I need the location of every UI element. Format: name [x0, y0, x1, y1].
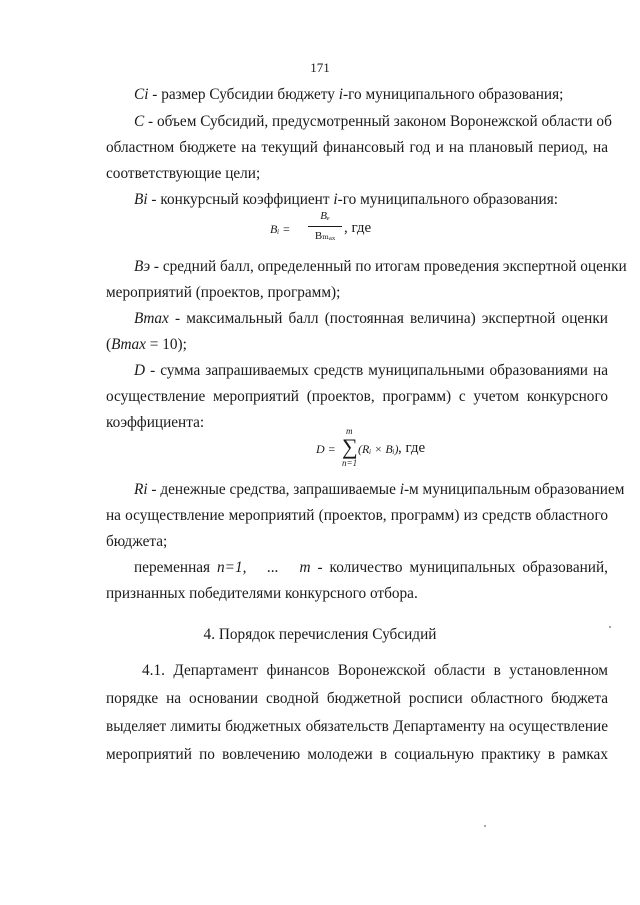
ri-text: - денежные средства, запрашиваемые: [147, 481, 400, 498]
var-definition-line1: [134, 559, 608, 577]
scan-speck: [484, 825, 486, 827]
formula-d-tail: , где: [398, 440, 426, 456]
para-4-1-line4: мероприятий по вовлечению молодежи в социальную практику в рамках: [106, 746, 608, 763]
fraction-bar: [308, 226, 342, 227]
bmax-open-paren: (: [106, 336, 112, 353]
section-title: 4. Порядок перечисления Субсидий: [203, 626, 437, 643]
var-text-b: - количество муниципальных образований,: [310, 559, 608, 576]
para-4-1-line1: 4.1. Департамент финансов Воронежской области в установленном: [142, 662, 608, 679]
bmax-symbol-2: Bmax: [111, 336, 146, 353]
formula-d: [316, 426, 456, 472]
formula-bi: [270, 210, 430, 250]
ri-index: i: [399, 481, 404, 498]
para-4-1-line2: порядке на основании сводной бюджетной росписи областного бюджета: [106, 690, 608, 707]
be-definition-line1: [134, 258, 627, 276]
c-text: - объем Субсидий, предусмотренный законом Воронежской области об: [144, 113, 612, 130]
bi-index: i: [333, 191, 338, 208]
ri-definition-line1: [134, 481, 625, 499]
formula-d-body: (Rᵢ × Bᵢ): [358, 442, 399, 456]
c-definition-line1: [134, 113, 612, 131]
d-definition-line3: коэффициента:: [106, 414, 205, 431]
formula-bi-denominator: Bₘₐₓ: [314, 230, 336, 242]
sum-lower-limit: n=1: [342, 458, 358, 468]
ci-index: i: [338, 86, 343, 103]
d-symbol: D: [134, 362, 146, 379]
sigma-symbol: ∑: [342, 434, 358, 459]
bmax-definition-line1: [134, 310, 608, 328]
var-range: n=1, ... m: [217, 559, 311, 576]
c-definition-line2: областном бюджете на текущий финансовый год и на плановый период, на: [106, 139, 608, 156]
sum-upper-limit: m: [346, 426, 353, 436]
ri-symbol: Ri: [134, 481, 148, 498]
d-definition-line2: осуществление мероприятий (проектов, программ) с учетом конкурсного: [106, 388, 608, 405]
ri-definition-line2: на осуществление мероприятий (проектов, программ) из средств областного: [106, 507, 608, 524]
para-4-1-line3: выделяет лимиты бюджетных обязательств Департаменту на осуществление: [106, 718, 608, 735]
ci-symbol: Ci: [134, 86, 149, 103]
var-text-a: переменная: [134, 559, 218, 576]
bmax-definition-line2: [106, 336, 608, 354]
c-definition-line3: соответствующие цели;: [106, 165, 261, 182]
d-text: - сумма запрашиваемых средств муниципальными образованиями на: [145, 362, 608, 379]
bi-symbol: Bi: [134, 191, 148, 208]
be-symbol: Вэ: [134, 258, 151, 275]
ri-definition-line3: бюджета;: [106, 533, 168, 550]
formula-bi-tail: , где: [344, 220, 372, 236]
d-definition-line1: [134, 362, 608, 380]
be-text: - средний балл, определенный по итогам проведения экспертной оценки: [150, 258, 627, 275]
c-symbol: C: [134, 113, 145, 130]
bi-text: - конкурсный коэффициент: [147, 191, 334, 208]
formula-d-lhs: D =: [316, 442, 336, 456]
bmax-text: - максимальный балл (постоянная величина) экспертной оценки: [168, 310, 608, 327]
be-definition-line2: мероприятий (проектов, программ);: [106, 284, 341, 301]
ci-text: - размер Субсидии бюджету: [148, 86, 339, 103]
bmax-symbol: Bmax: [134, 310, 169, 327]
formula-bi-lhs: Bᵢ =: [270, 222, 291, 236]
bi-rest: -го муниципального образования:: [337, 191, 559, 208]
formula-bi-numerator: Bₑ: [320, 210, 330, 222]
ci-rest: -го муниципального образования;: [343, 86, 564, 103]
bmax-value: = 10);: [145, 336, 187, 353]
ri-rest: -м муниципальным образованием: [403, 481, 625, 498]
var-definition-line2: признанных победителями конкурсного отбора.: [106, 585, 418, 602]
bi-definition: [134, 191, 608, 209]
ci-definition: [134, 86, 608, 104]
page-number: 171: [310, 60, 330, 75]
